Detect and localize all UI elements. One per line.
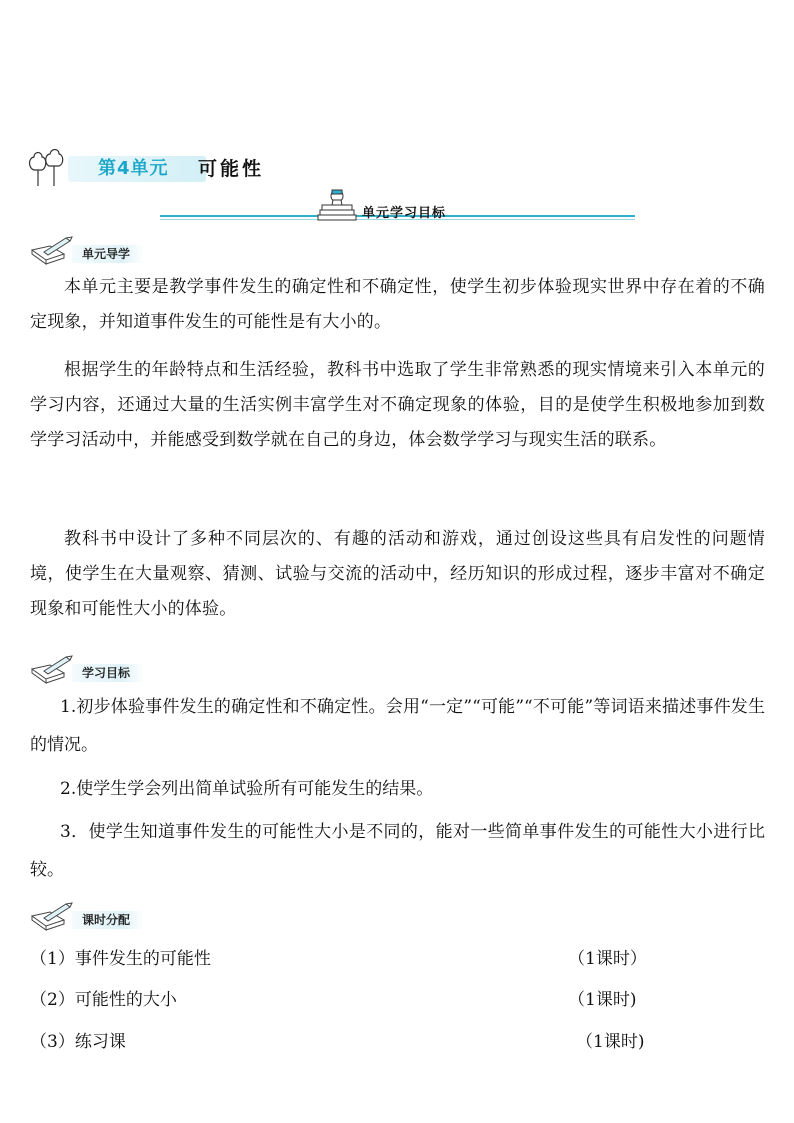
schedule-time: （1课时) <box>576 1032 645 1052</box>
section-head-schedule <box>30 902 170 932</box>
goal-item: 2.使学生学会列出简单试验所有可能发生的结果。 <box>60 779 434 799</box>
section-label-schedule: 课时分配 <box>72 911 144 929</box>
unit-badge <box>68 156 206 182</box>
goal-banner <box>160 186 635 224</box>
unit-badge-text: 第4单元 <box>98 158 169 179</box>
unit-header <box>28 148 768 188</box>
schedule-row <box>30 985 710 1009</box>
tree-icon <box>28 148 66 188</box>
books-icon <box>312 186 362 222</box>
guide-paragraph: 教科书中设计了多种不同层次的、有趣的活动和游戏，通过创设这些具有启发性的问题情境，使学生在大量观察、猜测、试验与交流的活动中，经历知识的形成过程，逐步丰富对不确定现象和可能性大小的体验。 <box>30 529 765 619</box>
section-label-guide: 单元导学 <box>72 245 144 263</box>
schedule-row <box>30 944 710 968</box>
schedule-name: （2）可能性的大小 <box>30 990 177 1010</box>
guide-paragraph: 本单元主要是教学事件发生的确定性和不确定性，使学生初步体验现实世界中存在着的不确定现象，并知道事件发生的可能性是有大小的。 <box>30 277 765 332</box>
schedule-name: （1）事件发生的可能性 <box>30 949 211 969</box>
goal-item: 1.初步体验事件发生的确定性和不确定性。会用“一定”“可能”“不可能”等词语来描述事件发生的情况。 <box>30 697 765 755</box>
section-label-goals: 学习目标 <box>72 664 144 682</box>
schedule-time: （1课时） <box>568 949 647 969</box>
schedule-row <box>30 1027 710 1051</box>
schedule-name: （3）练习课 <box>30 1032 126 1052</box>
goal-item: 3．使学生知道事件发生的可能性大小是不同的，能对一些简单事件发生的可能性大小进行比较。 <box>30 822 765 880</box>
schedule-time: （1课时) <box>568 990 637 1010</box>
section-head-guide <box>30 236 170 266</box>
pencil-book-icon <box>30 902 76 932</box>
pencil-book-icon <box>30 655 76 685</box>
section-head-goals <box>30 655 170 685</box>
unit-title: 可能性 <box>198 158 265 180</box>
pencil-book-icon <box>30 236 76 266</box>
guide-paragraph: 根据学生的年龄特点和生活经验，教科书中选取了学生非常熟悉的现实情境来引入本单元的学习内容，还通过大量的生活实例丰富学生对不确定现象的体验，目的是使学生积极地参加到数学学习活动中，并能感受到数学就在自己的身边，体会数学学习与现实生活的联系。 <box>30 360 765 450</box>
goal-banner-text: 单元学习目标 <box>362 206 447 221</box>
